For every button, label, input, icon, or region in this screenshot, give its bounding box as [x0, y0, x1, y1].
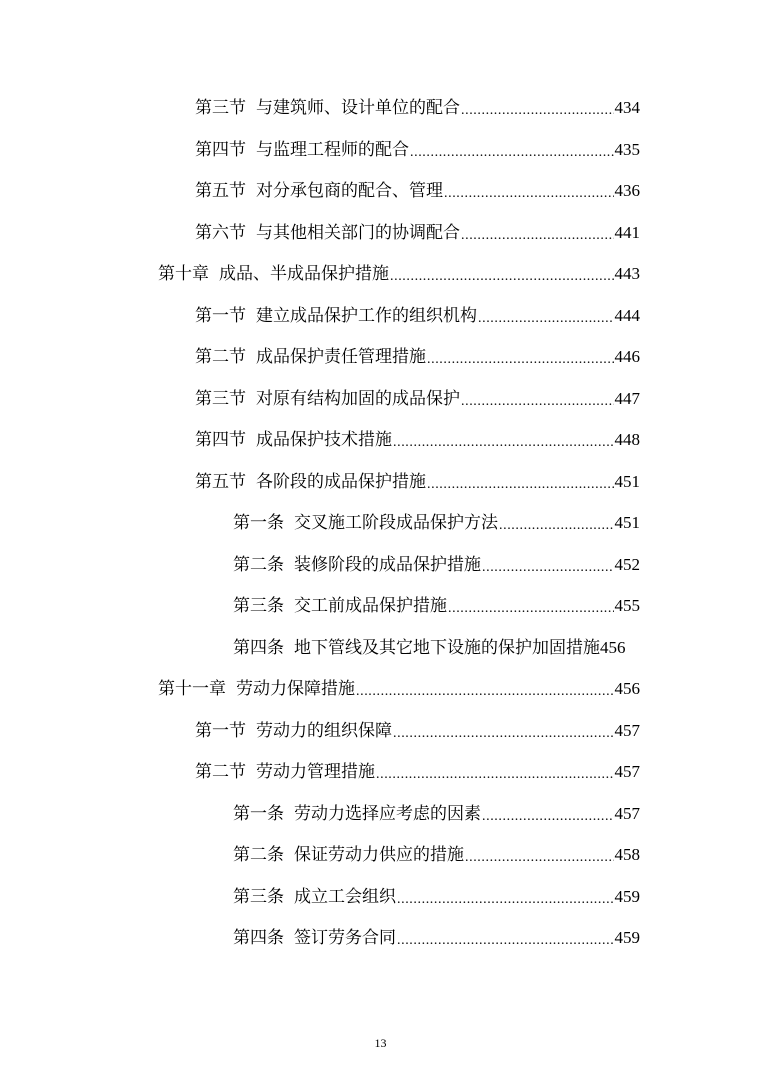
toc-article-entry[interactable]	[0, 553, 640, 577]
toc-entry-title: 劳动力选择应考虑的因素	[294, 804, 481, 824]
toc-entry-label: 第五节	[195, 472, 246, 492]
toc-entry[interactable]	[0, 345, 640, 369]
toc-entry-label: 第十章	[158, 264, 209, 284]
toc-article-entry[interactable]	[0, 511, 640, 535]
toc-entry-page: 444	[614, 306, 640, 325]
toc-article-entry[interactable]	[0, 885, 640, 909]
toc-entry-label: 第二条	[233, 845, 284, 865]
toc-entry-page: 456	[614, 679, 640, 698]
toc-entry[interactable]	[0, 428, 640, 452]
toc-entry-title: 劳动力的组织保障	[256, 721, 392, 741]
toc-entry-label: 第一节	[195, 306, 246, 326]
toc-entry[interactable]	[0, 221, 640, 245]
toc-dot-leader	[448, 594, 614, 618]
toc-entry[interactable]	[0, 96, 640, 120]
toc-entry-label: 第三节	[195, 98, 246, 118]
toc-entry-title: 成品、半成品保护措施	[219, 264, 389, 284]
toc-entry[interactable]	[0, 760, 640, 784]
toc-dot-leader	[461, 221, 614, 245]
toc-entry-page: 457	[614, 762, 640, 781]
toc-dot-leader	[390, 262, 614, 286]
toc-entry-title: 成品保护责任管理措施	[256, 347, 426, 367]
toc-chapter-entry[interactable]	[0, 262, 640, 286]
toc-dot-leader	[427, 470, 614, 494]
toc-entry-page: 451	[614, 513, 640, 532]
toc-entry-label: 第一节	[195, 721, 246, 741]
toc-entry-label: 第六节	[195, 223, 246, 243]
toc-entry-label: 第五节	[195, 181, 246, 201]
toc-dot-leader	[461, 96, 614, 120]
toc-entry-label: 第三条	[233, 596, 284, 616]
toc-entry-title: 与建筑师、设计单位的配合	[256, 98, 460, 118]
toc-entry-title: 对分承包商的配合、管理	[256, 181, 443, 201]
toc-article-entry[interactable]	[0, 843, 640, 867]
toc-dot-leader	[461, 387, 614, 411]
toc-article-entry[interactable]	[0, 926, 640, 950]
toc-dot-leader	[465, 843, 614, 867]
toc-entry-page: 451	[614, 472, 640, 491]
toc-entry-page: 457	[614, 721, 640, 740]
toc-entry-page: 443	[614, 264, 640, 283]
toc-entry-title: 交工前成品保护措施	[294, 596, 447, 616]
toc-entry-label: 第一条	[233, 513, 284, 533]
toc-entry-title: 装修阶段的成品保护措施	[294, 555, 481, 575]
toc-dot-leader	[499, 511, 614, 535]
toc-entry-title: 各阶段的成品保护措施	[256, 472, 426, 492]
page-number: 13	[374, 1036, 387, 1050]
toc-dot-leader	[393, 719, 614, 743]
toc-entry-label: 第四条	[233, 928, 284, 948]
toc-dot-leader	[393, 428, 614, 452]
toc-entry-page: 435	[614, 140, 640, 159]
toc-entry-page: 457	[614, 804, 640, 823]
toc-entry-title: 签订劳务合同	[294, 928, 396, 948]
toc-entry[interactable]	[0, 387, 640, 411]
toc-dot-leader	[482, 802, 614, 826]
toc-entry-label: 第二节	[195, 347, 246, 367]
toc-entry-page: 447	[614, 389, 640, 408]
toc-dot-leader	[356, 677, 614, 701]
toc-dot-leader	[427, 345, 614, 369]
toc-entry-label: 第四节	[195, 140, 246, 160]
toc-entry[interactable]	[0, 179, 640, 203]
toc-entry-title: 成立工会组织	[294, 887, 396, 907]
toc-entry-title: 建立成品保护工作的组织机构	[256, 306, 477, 326]
toc-entry-label: 第四节	[195, 430, 246, 450]
toc-dot-leader	[444, 179, 614, 203]
toc-entry-title: 劳动力保障措施	[236, 679, 355, 699]
toc-entry-page: 434	[614, 98, 640, 117]
toc-entry-page: 446	[614, 347, 640, 366]
toc-dot-leader	[376, 760, 614, 784]
toc-entry-label: 第三节	[195, 389, 246, 409]
toc-entry-title: 保证劳动力供应的措施	[294, 845, 464, 865]
toc-dot-leader	[478, 304, 614, 328]
toc-entry-title: 对原有结构加固的成品保护	[256, 389, 460, 409]
toc-entry-label: 第二节	[195, 762, 246, 782]
toc-dot-leader	[397, 885, 614, 909]
toc-entry-label: 第三条	[233, 887, 284, 907]
toc-entry[interactable]	[0, 304, 640, 328]
toc-article-entry[interactable]	[0, 802, 640, 826]
toc-entry-label: 第十一章	[158, 679, 226, 699]
toc-article-entry[interactable]	[0, 594, 640, 618]
toc-entry-page: 456	[600, 638, 626, 657]
toc-dot-leader	[397, 926, 614, 950]
toc-chapter-entry[interactable]	[0, 677, 640, 701]
toc-entry-page: 459	[614, 928, 640, 947]
toc-entry[interactable]	[0, 470, 640, 494]
toc-dot-leader	[482, 553, 614, 577]
toc-entry-page: 436	[614, 181, 640, 200]
toc-entry-title: 劳动力管理措施	[256, 762, 375, 782]
toc-entry-title: 与其他相关部门的协调配合	[256, 223, 460, 243]
toc-entry[interactable]	[0, 138, 640, 162]
toc-entry-page: 448	[614, 430, 640, 449]
toc-entry-label: 第四条	[233, 638, 284, 658]
toc-entry-page: 452	[614, 555, 640, 574]
toc-entry-title: 地下管线及其它地下设施的保护加固措施	[294, 638, 600, 658]
toc-entry-label: 第一条	[233, 804, 284, 824]
toc-entry-title: 成品保护技术措施	[256, 430, 392, 450]
toc-article-entry[interactable]	[0, 636, 626, 660]
toc-dot-leader	[410, 138, 614, 162]
toc-entry-title: 与监理工程师的配合	[256, 140, 409, 160]
toc-entry-page: 455	[614, 596, 640, 615]
toc-entry-page: 458	[614, 845, 640, 864]
toc-entry-page: 441	[614, 223, 640, 242]
toc-entry-label: 第二条	[233, 555, 284, 575]
toc-entry-title: 交叉施工阶段成品保护方法	[294, 513, 498, 533]
toc-entry-page: 459	[614, 887, 640, 906]
toc-entry[interactable]	[0, 719, 640, 743]
